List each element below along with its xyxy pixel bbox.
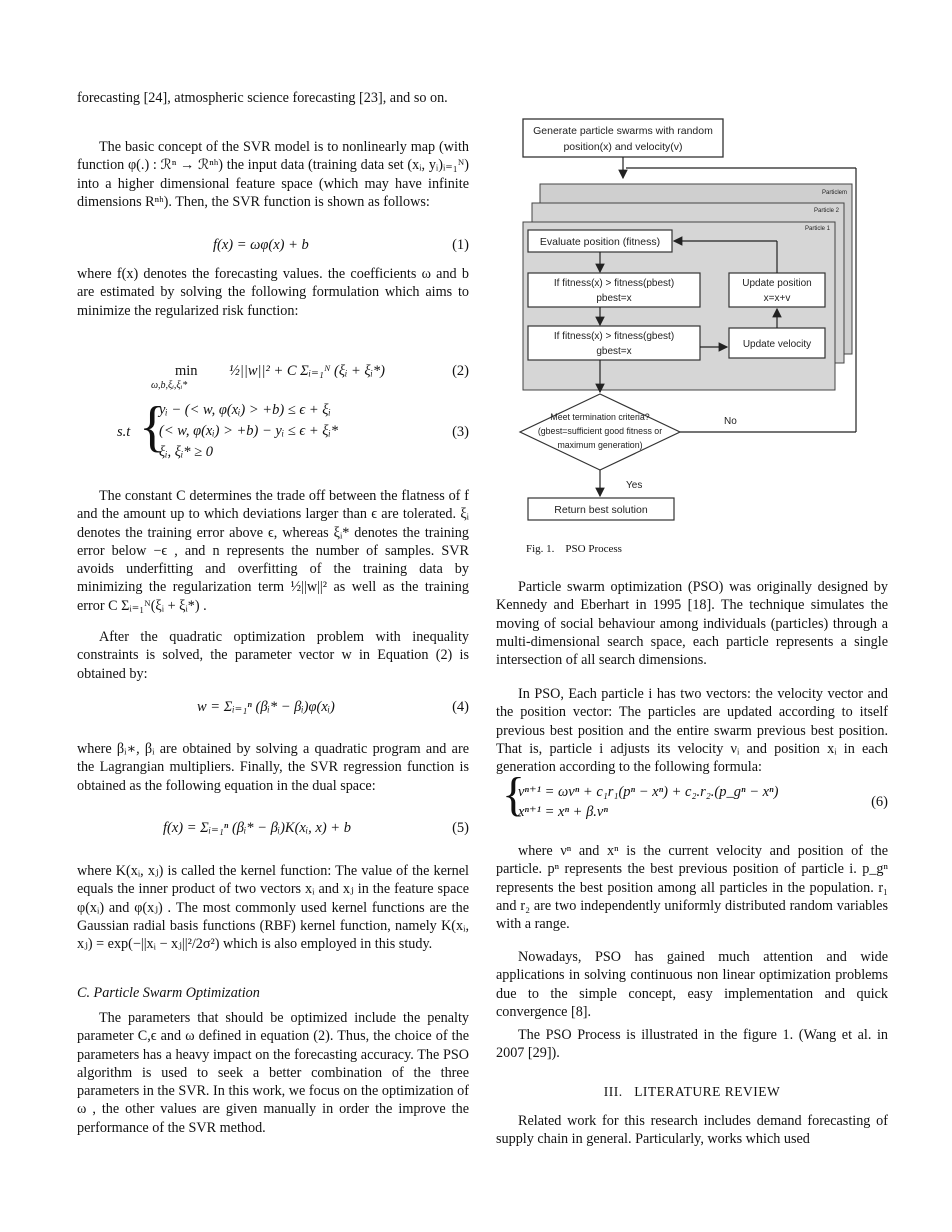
equation-4-body: w = Σᵢ₌₁ⁿ (βᵢ* − βᵢ)φ(xᵢ) <box>197 699 335 715</box>
pso-process-figure <box>518 112 874 560</box>
equation-1-body: f(x) = ωφ(x) + b <box>213 237 309 253</box>
paragraph-parameters: The parameters that should be optimized include the penalty parameter C,ϵ and ω defined in equation (2). Thus, the choice of the parameters has a heavy impact on the forecasting accuracy. The PSO algorithm is used to seek a better combination of the three parameters in the SVR. In this work, we focus on the optimization of ω , the other values are given manually in order the improve the performance of the SVR method. <box>77 1010 469 1136</box>
equation-2-number: (2) <box>452 363 469 379</box>
diamond-line-1: Meet termination criteria? <box>550 412 650 422</box>
section-heading-c: C. Particle Swarm Optimization <box>77 985 260 1001</box>
yes-label: Yes <box>626 480 643 491</box>
equation-6-line-2: xⁿ⁺¹ = xⁿ + β.νⁿ <box>518 804 608 820</box>
equation-3-st: s.t <box>117 424 131 440</box>
paragraph-intro: forecasting [24], atmospheric science forecasting [23], and so on. <box>77 90 448 106</box>
paragraph-in-pso: In PSO, Each particle i has two vectors: the velocity vector and the position vector: The particles are updated according to itself previous best position and the entire swarm previous best position. That is, particle i adjusts its velocity νᵢ and position xᵢ in each generation according to the following formula: <box>496 686 888 776</box>
paragraph-pso-intro: Particle swarm optimization (PSO) was originally designed by Kennedy and Eberhart in 1995 [18]. The technique simulates the moving of social behaviour among individuals (particles) through a multi-dimensional search space, each particle represents a single intersection of all search dimensions. <box>496 579 888 669</box>
equation-4-number: (4) <box>452 699 469 715</box>
pbest-line-1: If fitness(x) > fitness(pbest) <box>553 278 675 289</box>
equation-2 <box>77 346 469 396</box>
figure-caption: Fig. 1. PSO Process <box>526 543 622 555</box>
equation-3 <box>77 396 469 461</box>
update-position-line-2: x=x+v <box>763 293 791 304</box>
generate-line-2: position(x) and velocity(v) <box>563 141 683 153</box>
paragraph-where-beta: where βᵢ∗, βᵢ are obtained by solving a quadratic program and are the Lagrangian multipliers. Finally, the SVR regression function is obtained as the following equation in the dual space: <box>77 741 469 794</box>
update-velocity-label: Update velocity <box>742 339 812 350</box>
gbest-line-1: If fitness(x) > fitness(gbest) <box>553 331 675 342</box>
particle-m-label: Particlem <box>822 190 848 196</box>
return-label: Return best solution <box>554 504 648 516</box>
equation-5-body: f(x) = Σᵢ₌₁ⁿ (βᵢ* − βᵢ)K(xᵢ, x) + b <box>163 820 351 836</box>
particle-2-label: Particle 2 <box>814 208 840 214</box>
paragraph-illustrated: The PSO Process is illustrated in the figure 1. (Wang et al. in 2007 [29]). <box>496 1027 888 1062</box>
equation-6-number: (6) <box>871 794 888 810</box>
paragraph-after-optimization: After the quadratic optimization problem with inequality constraints is solved, the parameter vector w in Equation (2) is obtained by: <box>77 629 469 682</box>
equation-3-brace: { <box>139 396 166 458</box>
no-label: No <box>724 416 737 427</box>
equation-5-number: (5) <box>452 820 469 836</box>
paragraph-nowadays: Nowadays, PSO has gained much attention and wide applications in solving continuous non linear optimization problems due to the simple concept, easy implementation and quick convergence [8]. <box>496 949 888 1020</box>
paragraph-related-work: Related work for this research includes demand forecasting of supply chain in general. Particularly, works which used <box>496 1113 888 1148</box>
paragraph-where-fx: where f(x) denotes the forecasting values. the coefficients ω and b are estimated by solving the following formulation which aims to minimize the regularized risk function: <box>77 266 469 319</box>
equation-6-brace: { <box>502 768 526 821</box>
equation-3-number: (3) <box>452 424 469 440</box>
equation-2-min-label: min <box>175 363 198 379</box>
gbest-line-2: gbest=x <box>596 346 632 357</box>
update-position-line-1: Update position <box>742 278 812 289</box>
diamond-line-3: maximum generation) <box>557 440 643 450</box>
equation-2-body: ½||w||² + C Σᵢ₌₁ᴺ (ξᵢ + ξᵢ*) <box>229 363 386 379</box>
equation-3-line-3: ξᵢ, ξᵢ* ≥ 0 <box>159 444 213 460</box>
equation-1-number: (1) <box>452 237 469 253</box>
paragraph-kernel: where K(xᵢ, xⱼ) is called the kernel function: The value of the kernel equals the inner product of two vectors xᵢ and xⱼ in the feature space φ(xᵢ) and φ(xⱼ) . The most commonly used kernel functions are the Gaussian radial basis functions (RBF) kernel function, namely K(xᵢ, xⱼ) = exp(−||xᵢ − xⱼ||²/2σ²) which is also employed in this study. <box>77 863 469 953</box>
pbest-line-2: pbest=x <box>596 293 632 304</box>
particle-1-label: Particle 1 <box>805 226 831 232</box>
equation-2-min-subscript: ω,b,ξᵢ,ξᵢ* <box>151 380 188 391</box>
generate-line-1: Generate particle swarms with random <box>533 125 713 137</box>
paragraph-svr-concept: The basic concept of the SVR model is to nonlinearly map (with function φ(.) : ℛⁿ → ℛⁿʰ) the input data (training data set (xᵢ, yᵢ)ᵢ₌₁ᴺ) into a higher dimensional feature space (which may have infinite dimensions Rⁿʰ). Then, the SVR function is shown as follows: <box>77 139 469 210</box>
equation-3-line-1: yᵢ − (< w, φ(xᵢ) > +b) ≤ ϵ + ξᵢ <box>159 402 331 418</box>
section-heading-iii: III. LITERATURE REVIEW <box>603 1084 781 1099</box>
equation-6 <box>496 768 888 825</box>
equation-6-line-1: νⁿ⁺¹ = ωνⁿ + c₁r₁(pⁿ − xⁿ) + c₂.r₂.(p_gⁿ − xⁿ) <box>518 784 779 800</box>
paragraph-constant-c: The constant C determines the trade off between the flatness of f and the amount up to which deviations larger than ϵ are tolerated. ξᵢ denotes the training error above ϵ, whereas ξᵢ* denotes the training error below −ϵ , and n represents the number of samples. SVR avoids underfitting and overfitting of the training data by minimizing the regularization term ½||w||² as well as the training error C Σᵢ₌₁ᴺ(ξᵢ + ξᵢ*) . <box>77 488 469 614</box>
diamond-line-2: (gbest=sufficient good fitness or <box>537 426 663 436</box>
paragraph-where-velocity: where νⁿ and xⁿ is the current velocity and position of the particle. pⁿ represents the best previous position of particle i. p_gⁿ represents the best position among all particles in the population. r₁ and r₂ are two independently uniformly distributed random variables with a range. <box>496 843 888 933</box>
equation-3-line-2: (< w, φ(xᵢ) > +b) − yᵢ ≤ ϵ + ξᵢ* <box>159 423 338 439</box>
evaluate-label: Evaluate position (fitness) <box>539 236 661 248</box>
